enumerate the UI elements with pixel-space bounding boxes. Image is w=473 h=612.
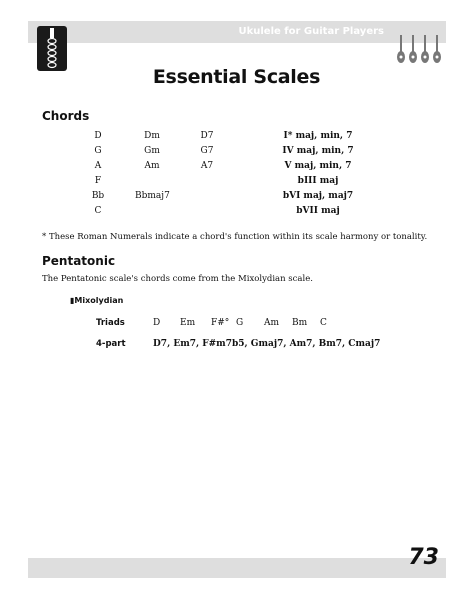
- footer-bar: [28, 558, 446, 578]
- ukulele-icon: [396, 35, 406, 65]
- chord-table: [0, 131, 473, 221]
- chords-heading: Chords: [42, 109, 90, 123]
- chord-function: bIII maj: [297, 176, 339, 186]
- chord-root: A: [94, 161, 102, 171]
- table-row: [0, 146, 473, 161]
- chord-function: bVI maj, maj7: [282, 191, 354, 201]
- triads-label: Triads: [96, 318, 125, 328]
- page-title: Essential Scales: [152, 66, 321, 88]
- chord-minor: Dm: [144, 131, 160, 141]
- table-row: [0, 191, 473, 206]
- chord-minor: Bbmaj7: [135, 191, 170, 201]
- table-row: [0, 176, 473, 191]
- chord-function: I* maj, min, 7: [283, 131, 353, 141]
- chord-root: D: [94, 131, 102, 141]
- ukulele-icon: [408, 35, 418, 65]
- chapter-tab: [37, 26, 67, 71]
- triad-chord: C: [320, 318, 327, 328]
- footnote: * These Roman Numerals indicate a chord's function within its scale harmony or tonality.: [42, 232, 428, 242]
- mode-label: [70, 296, 123, 305]
- triad-chord: Am: [264, 318, 280, 328]
- ukulele-icon: [420, 35, 430, 65]
- triad-chord: Em: [180, 318, 196, 328]
- triad-chord: Bm: [292, 318, 308, 328]
- chord-root: F: [94, 176, 102, 186]
- chord-seventh: G7: [200, 146, 214, 156]
- ukulele-icons: [396, 35, 442, 65]
- triad-chord: D: [153, 318, 161, 328]
- chord-seventh: D7: [200, 131, 214, 141]
- bullet-icon: ▮: [70, 296, 75, 305]
- chord-root: C: [94, 206, 102, 216]
- fourpart-chords: D7, Em7, F#m7b5, Gmaj7, Am7, Bm7, Cmaj7: [153, 339, 381, 349]
- chord-function: bVII maj: [296, 206, 340, 216]
- page-number: 73: [408, 545, 439, 570]
- fourpart-label: 4-part: [96, 339, 126, 349]
- mode-label-text: Mixolydian: [74, 296, 124, 305]
- table-row: [0, 206, 473, 221]
- pentatonic-heading: Pentatonic: [42, 254, 116, 268]
- chord-minor: Am: [144, 161, 160, 171]
- triad-chord: F#°: [211, 318, 230, 328]
- pentatonic-intro: The Pentatonic scale's chords come from the Mixolydian scale.: [42, 274, 313, 284]
- chord-function: V maj, min, 7: [284, 161, 352, 171]
- table-row: [0, 131, 473, 146]
- chapter-tab-icon: [37, 26, 67, 71]
- header-bar: [28, 21, 446, 43]
- triad-chord: G: [236, 318, 244, 328]
- chord-function: IV maj, min, 7: [282, 146, 354, 156]
- chord-minor: Gm: [144, 146, 160, 156]
- chord-root: G: [94, 146, 102, 156]
- ukulele-icon: [432, 35, 442, 65]
- chord-root: Bb: [91, 191, 105, 201]
- chord-seventh: A7: [200, 161, 214, 171]
- book-title: Ukulele for Guitar Players: [238, 26, 384, 37]
- table-row: [0, 161, 473, 176]
